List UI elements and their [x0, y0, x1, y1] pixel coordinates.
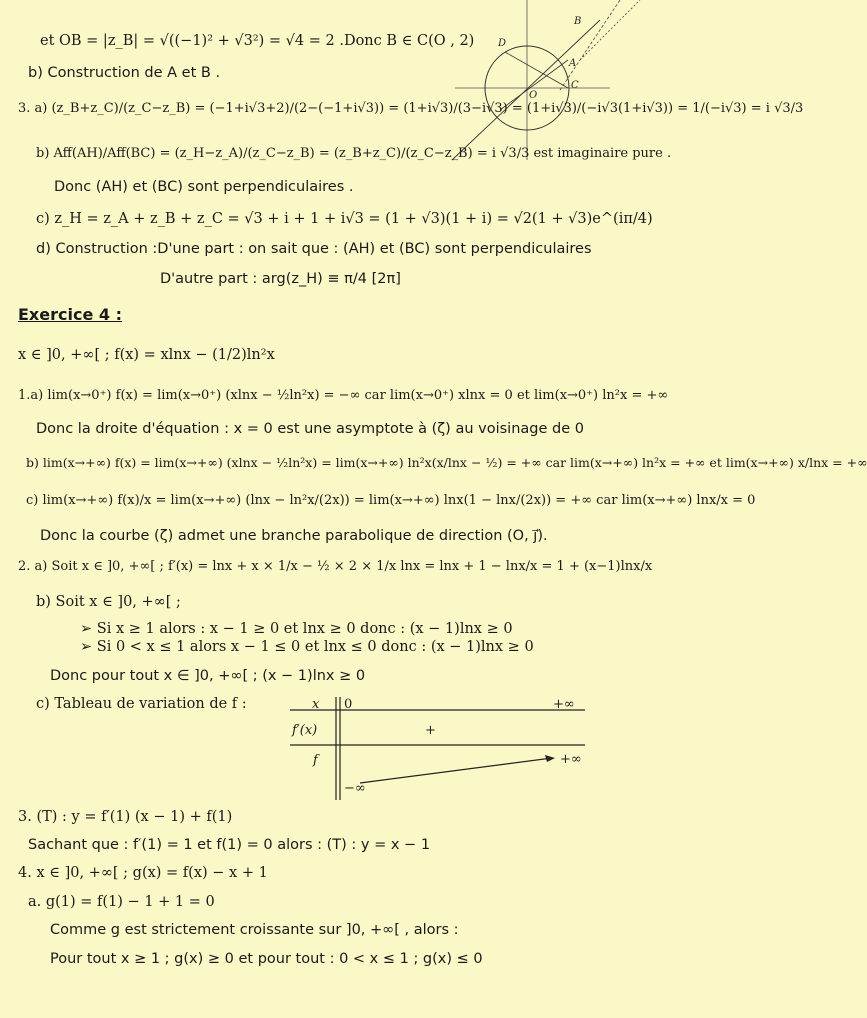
table-f-start: −∞ [344, 781, 366, 796]
line-1b: b) lim(x→+∞) f(x) = lim(x→+∞) (xlnx − ½ln²x) = lim(x→+∞) ln²x(x/lnx − ½) = +∞ car lim(x→+∞) ln²x = +∞ et lim(x→+∞) x/lnx = +∞ [26, 455, 867, 470]
bullet-2-text: Si 0 < x ≤ 1 alors x − 1 ≤ 0 et lnx ≤ 0 donc : (x − 1)lnx ≥ 0 [96, 639, 534, 655]
line-g-sign: Pour tout x ≥ 1 ; g(x) ≥ 0 et pour tout : 0 < x ≤ 1 ; g(x) ≤ 0 [50, 951, 483, 967]
table-f-end: +∞ [560, 752, 582, 767]
line-ob-modulus: et OB = |z_B| = √((−1)² + √3²) = √4 = 2 .Donc B ∈ C(O , 2) [40, 33, 475, 49]
line-3d: d) Construction :D'une part : on sait que : (AH) et (BC) sont perpendiculaires [36, 241, 592, 257]
line-2a: 2. a) Soit x ∈ ]0, +∞[ ; f′(x) = lnx + x × 1/x − ½ × 2 × 1/x lnx = lnx + 1 − lnx/x = 1 + (x−1)lnx/x [18, 559, 653, 574]
table-fprime-sign: + [425, 723, 436, 738]
line-4-g: 4. x ∈ ]0, +∞[ ; g(x) = f(x) − x + 1 [18, 865, 268, 881]
figure-label-b: B [574, 16, 582, 27]
line-perpendicular: Donc (AH) et (BC) sont perpendiculaires . [54, 179, 354, 195]
line-2c: c) Tableau de variation de f : [36, 696, 247, 712]
line-3b: b) Aff(AH)/Aff(BC) = (z_H−z_A)/(z_C−z_B) = (z_B+z_C)/(z_C−z_B) = i √3/3 est imaginaire pure . [36, 146, 672, 161]
line-asymptote: Donc la droite d'équation : x = 0 est une asymptote à (ζ) au voisinage de 0 [36, 421, 584, 437]
figure-line-bc [505, 52, 568, 88]
variation-table [285, 692, 590, 802]
figure-label-a: A [569, 58, 577, 69]
line-1c: c) lim(x→+∞) f(x)/x = lim(x→+∞) (lnx − ln²x/(2x)) = lim(x→+∞) lnx(1 − lnx/(2x)) = +∞ car lim(x→+∞) lnx/x = 0 [26, 493, 756, 508]
line-3a: 3. a) (z_B+z_C)/(z_C−z_B) = (−1+i√3+2)/(2−(−1+i√3)) = (1+i√3)/(3−i√3) = (1+i√3)/(−i√3(1+i√3)) = 1/(−i√3) = i √3/3 [18, 101, 804, 116]
table-f-label: f [313, 753, 318, 768]
figure-line-dashed-1 [560, 0, 620, 90]
table-x-end: +∞ [553, 697, 575, 712]
line-2b: b) Soit x ∈ ]0, +∞[ ; [36, 594, 181, 610]
line-f-definition: x ∈ ]0, +∞[ ; f(x) = xlnx − (1/2)ln²x [18, 347, 275, 363]
bullet-icon: ➢ [80, 639, 93, 655]
line-branch: Donc la courbe (ζ) admet une branche parabolique de direction (O, j⃗). [40, 528, 548, 544]
line-g-increasing: Comme g est strictement croissante sur ]0, +∞[ , alors : [50, 922, 459, 938]
line-3-tangent: 3. (T) : y = f′(1) (x − 1) + f(1) [18, 809, 233, 825]
figure-label-d: D [498, 38, 507, 49]
line-tangent-result: Sachant que : f′(1) = 1 et f(1) = 0 alors : (T) : y = x − 1 [28, 837, 431, 853]
table-fprime-label: f′(x) [292, 723, 318, 738]
table-x-label: x [312, 697, 320, 712]
line-3c: c) z_H = z_A + z_B + z_C = √3 + i + 1 + i√3 = (1 + √3)(1 + i) = √2(1 + √3)e^(iπ/4) [36, 211, 653, 227]
line-sign-conclusion: Donc pour tout x ∈ ]0, +∞[ ; (x − 1)lnx ≥ 0 [50, 668, 366, 684]
figure-label-o: O [529, 90, 538, 101]
bullet-icon: ➢ [80, 621, 93, 637]
exercise-4-heading: Exercice 4 : [18, 305, 122, 324]
bullet-1-text: Si x ≥ 1 alors : x − 1 ≥ 0 et lnx ≥ 0 donc : (x − 1)lnx ≥ 0 [96, 621, 513, 637]
line-bullet-2 [80, 638, 534, 656]
figure-label-c: C [571, 80, 579, 91]
table-x-start: 0 [344, 697, 353, 712]
line-construction-a-b: b) Construction de A et B . [28, 65, 221, 81]
arrow-head-icon [545, 755, 555, 762]
line-bullet-1 [80, 620, 513, 638]
line-4a: a. g(1) = f(1) − 1 + 1 = 0 [28, 894, 215, 910]
line-1a: 1.a) lim(x→0⁺) f(x) = lim(x→0⁺) (xlnx − ½ln²x) = −∞ car lim(x→0⁺) xlnx = 0 et lim(x→0⁺) ln²x = +∞ [18, 388, 669, 403]
line-arg: D'autre part : arg(z_H) ≡ π/4 [2π] [160, 271, 401, 287]
table-increasing-arrow [360, 758, 552, 783]
